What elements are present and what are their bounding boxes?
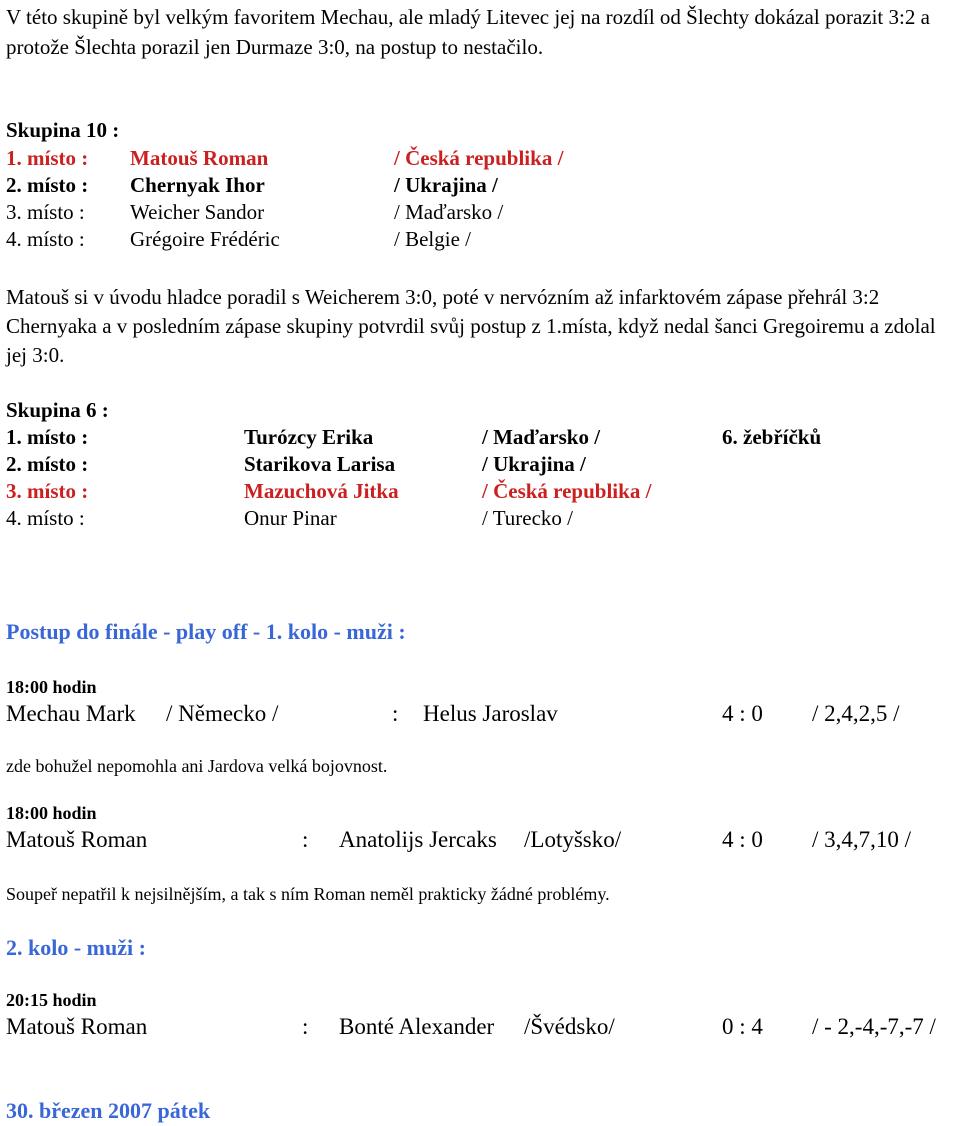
- score: 4 : 0: [722, 701, 763, 726]
- group10-commentary: Matouš si v úvodu hladce poradil s Weicherem 3:0, poté v nervózním až infarktovém zápase přehrál 3:2 Chernyaka a v posledním zápase skupiny potvrdil svůj postup z 1.místa, když nedal šanci Gregoiremu a zdolal jej 3:0.: [6, 285, 936, 367]
- opponent-name: Helus Jaroslav: [423, 701, 558, 726]
- place: 3. místo :: [6, 479, 89, 503]
- country: / Maďarsko /: [482, 425, 601, 449]
- set-scores: / - 2,-4,-7,-7 /: [812, 1014, 936, 1039]
- intro-paragraph: V této skupině byl velkým favoritem Mechau, ale mladý Litevec jej na rozdíl od Šlechty dokázal porazit 3:2 a protože Šlechta porazil jen Durmaze 3:0, na postup to nestačilo.: [6, 5, 930, 59]
- country: / Ukrajina /: [394, 173, 498, 197]
- place: 1. místo :: [6, 425, 89, 449]
- match1-comment: zde bohužel nepomohla ani Jardova velká bojovnost.: [6, 756, 388, 776]
- score: 0 : 4: [722, 1014, 763, 1039]
- match2-comment: Soupeř nepatřil k nejsilnějším, a tak s ním Roman neměl prakticky žádné problémy.: [6, 884, 610, 904]
- country: / Turecko /: [482, 506, 574, 530]
- country: / Maďarsko /: [394, 200, 504, 224]
- place: 4. místo :: [6, 506, 85, 530]
- player-name: Matouš Roman: [6, 827, 148, 852]
- opponent-country: /Lotyšsko/: [524, 827, 622, 852]
- match2-time: 18:00 hodin: [6, 803, 97, 823]
- player-name: Weicher Sandor: [130, 200, 265, 224]
- place: 2. místo :: [6, 173, 89, 197]
- opponent-name: Bonté Alexander: [339, 1014, 495, 1039]
- set-scores: / 3,4,7,10 /: [812, 827, 912, 852]
- player-name: Chernyak Ihor: [130, 173, 265, 197]
- player-name: Onur Pinar: [244, 506, 337, 530]
- ranking-note: 6. žebříčků: [722, 425, 822, 449]
- score: 4 : 0: [722, 827, 763, 852]
- opponent-country: /Švédsko/: [524, 1014, 615, 1039]
- country: / Ukrajina /: [482, 452, 586, 476]
- place: 2. místo :: [6, 452, 89, 476]
- playoff-heading: Postup do finále - play off - 1. kolo - muži :: [6, 619, 406, 644]
- country: / Česká republika /: [482, 479, 652, 503]
- player-name: Mazuchová Jitka: [244, 479, 399, 503]
- player-country: / Německo /: [166, 701, 279, 726]
- player-name: Matouš Roman: [130, 146, 269, 170]
- round2-heading: 2. kolo - muži :: [6, 935, 146, 960]
- separator: :: [302, 827, 309, 852]
- match3-time: 20:15 hodin: [6, 990, 97, 1010]
- group6-title: Skupina 6 :: [6, 398, 109, 422]
- set-scores: / 2,4,2,5 /: [812, 701, 900, 726]
- separator: :: [392, 701, 399, 726]
- date-heading: 30. březen 2007 pátek: [6, 1098, 211, 1123]
- group10-title: Skupina 10 :: [6, 118, 120, 142]
- match1-time: 18:00 hodin: [6, 677, 97, 697]
- opponent-name: Anatolijs Jercaks: [339, 827, 497, 852]
- player-name: Grégoire Frédéric: [130, 227, 280, 251]
- place: 4. místo :: [6, 227, 85, 251]
- country: / Belgie /: [394, 227, 471, 251]
- player-name: Mechau Mark: [6, 701, 136, 726]
- separator: :: [302, 1014, 309, 1039]
- place: 3. místo :: [6, 200, 85, 224]
- player-name: Turózcy Erika: [244, 425, 374, 449]
- place: 1. místo :: [6, 146, 89, 170]
- player-name: Matouš Roman: [6, 1014, 148, 1039]
- player-name: Starikova Larisa: [244, 452, 396, 476]
- country: / Česká republika /: [394, 146, 564, 170]
